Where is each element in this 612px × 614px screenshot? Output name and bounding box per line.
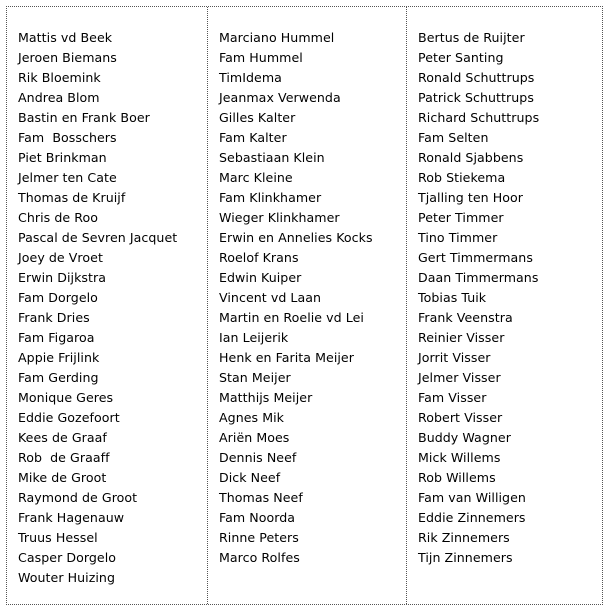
name-entry: Jorrit Visser [418,350,491,365]
name-entry: Rik Zinnemers [418,530,510,545]
name-entry: Fam Noorda [219,510,296,525]
name-entry: Wouter Huizing [18,570,116,585]
name-entry: Ronald Sjabbens [418,150,524,165]
name-entry: Monique Geres [18,390,114,405]
name-entry: Edwin Kuiper [219,270,302,285]
name-entry: Jeanmax Verwenda [219,90,341,105]
name-entry: Chris de Roo [18,210,98,225]
name-entry: Ariën Moes [219,430,290,445]
name-entry: Rob Willems [418,470,496,485]
name-entry: Thomas de Kruijf [18,190,126,205]
name-entry: Raymond de Groot [18,490,138,505]
name-entry: Rob Stiekema [418,170,506,185]
name-entry: Marco Rolfes [219,550,300,565]
name-entry: Peter Timmer [418,210,504,225]
name-entry: Henk en Farita Meijer [219,350,354,365]
name-entry: Sebastiaan Klein [219,150,325,165]
name-entry: Bastin en Frank Boer [18,110,150,125]
name-entry: Jeroen Biemans [18,50,117,65]
name-entry: Marc Kleine [219,170,293,185]
name-entry: Tijn Zinnemers [418,550,513,565]
name-entry: Fam van Willigen [418,490,526,505]
name-entry: Reinier Visser [418,330,505,345]
name-entry: Agnes Mik [219,410,285,425]
name-entry: Ian Leijerik [219,330,289,345]
name-entry: Daan Timmermans [418,270,539,285]
name-entry: Mick Willems [418,450,501,465]
name-entry: Gilles Kalter [219,110,296,125]
name-entry: Fam Bosschers [18,130,117,145]
name-entry: Piet Brinkman [18,150,107,165]
name-entry: Frank Hagenauw [18,510,125,525]
name-entry: Robert Visser [418,410,503,425]
name-entry: Appie Frijlink [18,350,100,365]
name-entry: Marciano Hummel [219,30,335,45]
name-entry: Mattis vd Beek [18,30,113,45]
name-entry: Andrea Blom [18,90,100,105]
name-entry: Tobias Tuik [418,290,487,305]
name-entry: Tino Timmer [418,230,498,245]
name-entry: Bertus de Ruijter [418,30,525,45]
name-entry: Roelof Krans [219,250,299,265]
name-entry: Buddy Wagner [418,430,511,445]
name-entry: Jelmer Visser [418,370,501,385]
names-column-3 [406,7,602,604]
name-entry: Wieger Klinkhamer [219,210,340,225]
name-entry: Fam Hummel [219,50,303,65]
names-column-2 [207,7,406,604]
name-entry: Fam Figaroa [18,330,95,345]
name-entry: Fam Selten [418,130,489,145]
name-entry: Rik Bloemink [18,70,101,85]
name-entry: Erwin Dijkstra [18,270,107,285]
name-entry: Fam Gerding [18,370,99,385]
names-table [6,6,603,605]
name-entry: Mike de Groot [18,470,107,485]
name-entry: Truus Hessel [18,530,98,545]
name-entry: Frank Veenstra [418,310,513,325]
name-entry: Rinne Peters [219,530,299,545]
name-entry: Pascal de Sevren Jacquet [18,230,178,245]
name-entry: Fam Kalter [219,130,287,145]
name-entry: Fam Visser [418,390,487,405]
name-entry: Richard Schuttrups [418,110,540,125]
name-entry: Jelmer ten Cate [18,170,117,185]
name-entry: Rob de Graaff [18,450,110,465]
name-entry: Frank Dries [18,310,90,325]
name-entry: Peter Santing [418,50,504,65]
name-entry: Tjalling ten Hoor [418,190,523,205]
name-entry: Patrick Schuttrups [418,90,534,105]
name-entry: Dick Neef [219,470,281,485]
name-entry: Martin en Roelie vd Lei [219,310,364,325]
name-entry: Erwin en Annelies Kocks [219,230,373,245]
name-entry: Matthijs Meijer [219,390,313,405]
name-entry: Kees de Graaf [18,430,107,445]
name-entry: Fam Klinkhamer [219,190,322,205]
name-entry: Fam Dorgelo [18,290,98,305]
name-entry: Thomas Neef [219,490,303,505]
name-entry: Vincent vd Laan [219,290,322,305]
name-entry: Stan Meijer [219,370,291,385]
name-entry: Eddie Zinnemers [418,510,526,525]
name-entry: Casper Dorgelo [18,550,116,565]
name-entry: Joey de Vroet [18,250,103,265]
name-entry: TimIdema [219,70,282,85]
name-entry: Gert Timmermans [418,250,533,265]
name-entry: Eddie Gozefoort [18,410,120,425]
name-entry: Dennis Neef [219,450,297,465]
names-column-1 [7,7,207,604]
name-entry: Ronald Schuttrups [418,70,535,85]
